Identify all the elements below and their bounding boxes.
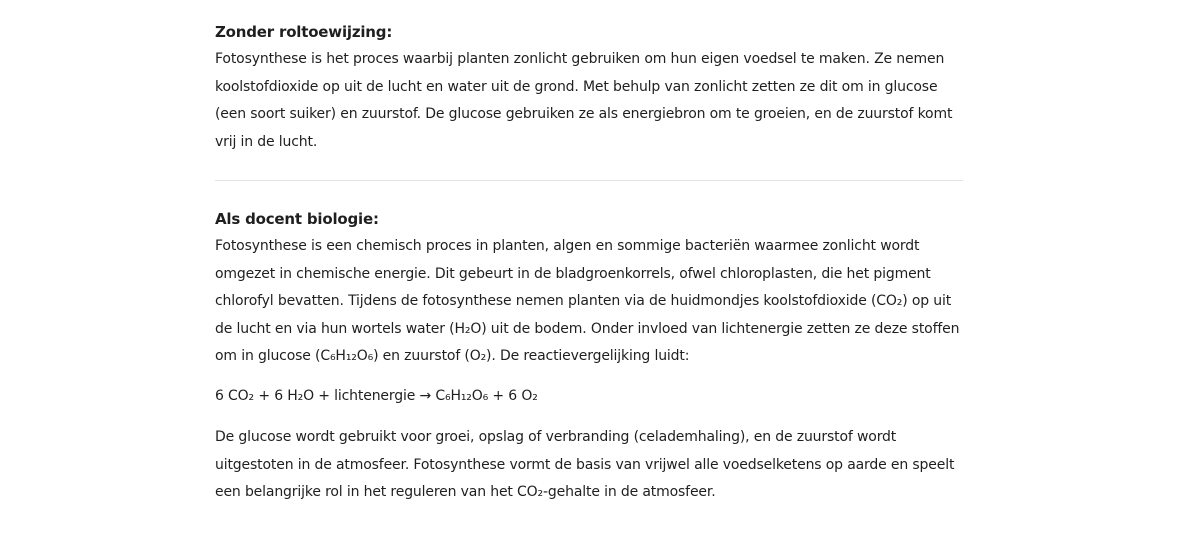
section-biology-teacher: [215, 209, 963, 507]
section-divider: [215, 180, 963, 181]
section-paragraph: De glucose wordt gebruikt voor groei, opslag of verbranding (celademhaling), en de zuurstof wordt uitgestoten in de atmosfeer. Fotosynthese vormt de basis van vrijwel alle voedselketens op aarde en speelt een belangrijke rol in het reguleren van het CO₂-gehalte in de atmosfeer.: [215, 429, 955, 500]
section-title: Zonder roltoewijzing:: [215, 23, 393, 41]
section-paragraph: Fotosynthese is het proces waarbij planten zonlicht gebruiken om hun eigen voedsel te maken. Ze nemen koolstofdioxide op uit de lucht en water uit de grond. Met behulp van zonlicht zetten ze dit om in glucose (een soort suiker) en zuurstof. De glucose gebruiken ze als energiebron om te groeien, en de zuurstof komt vrij in de lucht.: [215, 51, 953, 150]
reaction-equation: 6 CO₂ + 6 H₂O + lichtenergie → C₆H₁₂O₆ + 6 O₂: [215, 387, 538, 404]
section-without-role: [215, 22, 963, 156]
section-paragraph: Fotosynthese is een chemisch proces in planten, algen en sommige bacteriën waarmee zonlicht wordt omgezet in chemische energie. Dit gebeurt in de bladgroenkorrels, ofwel chloroplasten, die het pigment chlorofyl bevatten. Tijdens de fotosynthese nemen planten via de huidmondjes koolstofdioxide (CO₂) op uit de lucht en via hun wortels water (H₂O) uit de bodem. Onder invloed van lichtenergie zetten ze deze stoffen om in glucose (C₆H₁₂O₆) en zuurstof (O₂). De reactievergelijking luidt:: [215, 238, 960, 364]
section-title: Als docent biologie:: [215, 210, 379, 228]
document-content: [215, 22, 963, 507]
